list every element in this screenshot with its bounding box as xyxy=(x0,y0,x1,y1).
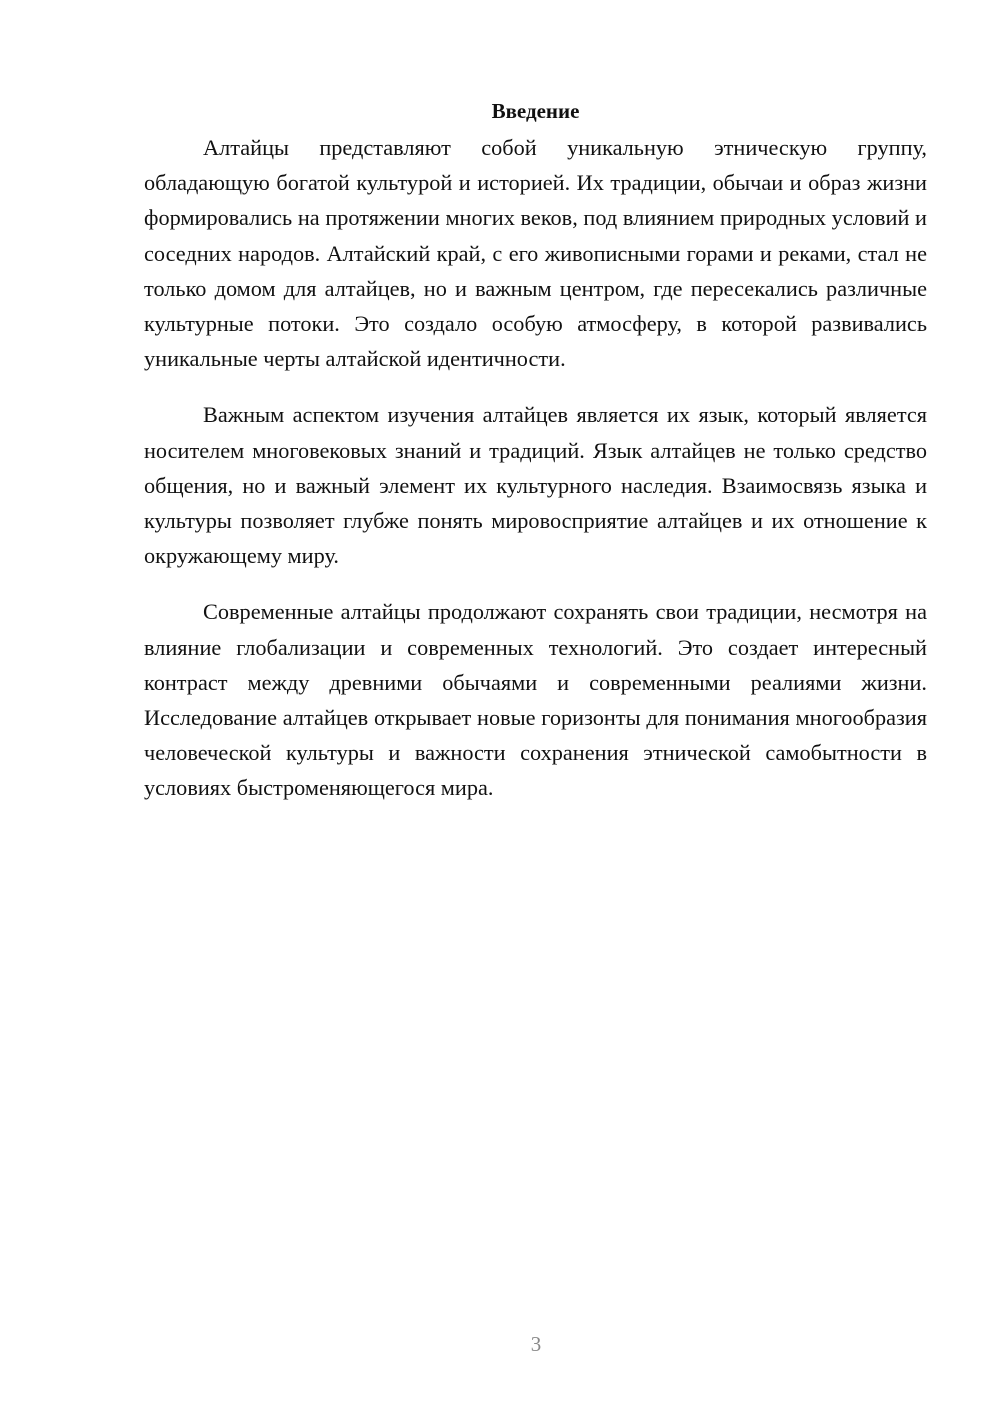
section-title: Введение xyxy=(491,99,580,123)
paragraph-3: Современные алтайцы продолжают сохранять свои традиции, несмотря на влияние глобализации и современных технологий. Это создает интересный контраст между древними обычаями и современными реалиями жизни. Исследование алтайцев открывает новые горизонты для понимания многообразия человеческой культуры и важности сохранения этнической самобытности в условиях быстроменяющегося мира. xyxy=(144,599,927,801)
paragraph-2: Важным аспектом изучения алтайцев является их язык, который является носителем многовековых знаний и традиций. Язык алтайцев не только средство общения, но и важный элемент их культурного наследия. Взаимосвязь языка и культуры позволяет глубже понять мировосприятие алтайцев и их отношение к окружающему миру. xyxy=(144,402,927,569)
page-number: 3 xyxy=(530,1332,542,1356)
paragraph-1: Алтайцы представляют собой уникальную этническую группу, обладающую богатой культурой и историей. Их традиции, обычаи и образ жизни формировались на протяжении многих веков, под влиянием природных условий и соседних народов. Алтайский край, с его живописными горами и реками, стал не только домом для алтайцев, но и важным центром, где пересекались различные культурные потоки. Это создало особую атмосферу, в которой развивались уникальные черты алтайской идентичности. xyxy=(144,135,927,372)
page-content xyxy=(144,94,927,827)
